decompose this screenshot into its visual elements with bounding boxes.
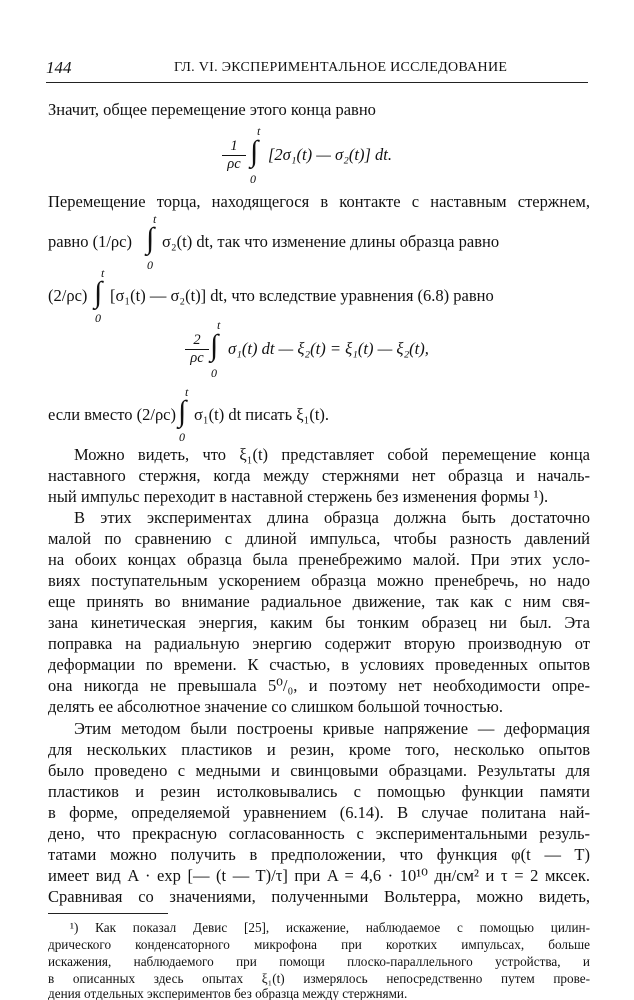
eq1-frac-den: ρc xyxy=(227,156,241,172)
text-line: дено, что прекрасную согласованность с экспериментальными резуль- xyxy=(48,824,590,843)
text-fragment: [σ₁(t) — σ₂(t)] dt, что вследствие уравнения (6.8) равно xyxy=(110,286,494,305)
eq1-expression: [2σ₁(t) — σ₂(t)] dt. xyxy=(268,145,392,164)
footnote-line: в описанных здесь опытах ξ₁(t) измерялось непосредственно путем прове- xyxy=(48,971,590,986)
text-line: поправка на радиальную энергию содержит вторую производную от xyxy=(48,634,590,653)
text-line: делять ее абсолютное значение со слишком большой точностью. xyxy=(48,697,503,716)
text-fragment: (2/ρc) xyxy=(48,286,88,305)
text-line: имеет вид A · exp [— (t — T)/τ] при A = 4,6 · 10¹⁰ дн/см² и τ = 2 мксек. xyxy=(48,866,590,885)
text-fragment: равно (1/ρc) xyxy=(48,232,132,251)
footnote-line: ¹) Как показал Девис [25], искажение, наблюдаемое с помощью цилин- xyxy=(70,920,590,935)
eq2-lower-limit: 0 xyxy=(211,366,217,380)
int-lower-limit: 0 xyxy=(179,430,185,444)
text-line: Этим методом были построены кривые напряжение — деформация xyxy=(74,719,590,738)
text-line: Перемещение торца, находящегося в контакте с наставным стержнем, xyxy=(48,192,590,211)
integral-sign: ∫ xyxy=(178,395,187,428)
text-fragment: σ₁(t) dt писать ξ₁(t). xyxy=(194,405,330,424)
text-line: для нескольких пластиков и резин, кроме того, несколько опытов xyxy=(48,740,590,759)
text-line: еще принять во внимание радиальное движение, так как с ним свя- xyxy=(48,592,590,611)
int-upper-limit: t xyxy=(153,212,157,226)
integral-sign: ∫ xyxy=(146,222,155,255)
eq2-upper-limit: t xyxy=(217,318,221,332)
integral-sign: ∫ xyxy=(210,329,219,362)
page-number: 144 xyxy=(46,58,72,77)
integral-sign: ∫ xyxy=(250,135,259,168)
text-line: она никогда не превышала 5⁰/₀, и поэтому нет необходимости опре- xyxy=(48,676,590,695)
text-line: пластиков и резин истолковывались с помощью функции памяти xyxy=(48,782,590,801)
text-line: Можно видеть, что ξ₁(t) представляет собой перемещение конца xyxy=(74,445,590,464)
eq2-expression: σ₁(t) dt — ξ₂(t) = ξ₁(t) — ξ₂(t), xyxy=(228,339,429,358)
text-fragment: σ₂(t) dt, так что изменение длины образца равно xyxy=(162,232,500,251)
text-line: на обоих концах образца была пренебрежимо малой. При этих усло- xyxy=(48,550,590,569)
eq1-fraction xyxy=(222,138,246,173)
text-line: В этих экспериментах длина образца должна быть достаточно xyxy=(74,508,590,527)
eq2-frac-num: 2 xyxy=(185,332,209,350)
text-line: Сравнивая со значениями, полученными Вольтерра, можно видеть, xyxy=(48,887,590,906)
eq1-upper-limit: t xyxy=(257,124,261,138)
text-line: зана кинетическая энергия, каким бы тонким образец ни был. Эта xyxy=(48,613,590,632)
footnote-line: дения отдельных экспериментов без образца между стержнями. xyxy=(48,988,408,1000)
text-line: Значит, общее перемещение этого конца равно xyxy=(48,100,376,119)
int-lower-limit: 0 xyxy=(95,311,101,325)
int-lower-limit: 0 xyxy=(147,258,153,272)
int-upper-limit: t xyxy=(185,385,189,399)
text-line: деформации по времени. К счастью, в условиях проведенных опытов xyxy=(48,655,590,674)
text-line: татами можно получить в предположении, что функция φ(t — T) xyxy=(48,845,590,864)
running-title: ГЛ. VI. ЭКСПЕРИМЕНТАЛЬНОЕ ИССЛЕДОВАНИЕ xyxy=(174,60,508,75)
text-line: в форме, определяемой уравнением (6.14). В случае политана най- xyxy=(48,803,590,822)
footnote-divider xyxy=(48,913,168,914)
eq2-frac-den: ρc xyxy=(190,350,204,366)
text-line: наставного стержня, когда между стержнями нет образца и началь- xyxy=(48,466,590,485)
int-upper-limit: t xyxy=(101,266,105,280)
text-line: было проведено с медными и свинцовыми образцами. Результаты для xyxy=(48,761,590,780)
eq2-fraction xyxy=(185,332,209,367)
page-header xyxy=(46,58,588,83)
eq1-frac-num: 1 xyxy=(222,138,246,156)
integral-sign: ∫ xyxy=(94,276,103,309)
footnote-line: дрического конденсаторного микрофона при коротких импульсах, больше xyxy=(48,937,590,952)
footnote-line: искажения, наблюдаемого при помощи плоско-параллельного устройства, и xyxy=(48,954,590,969)
eq1-lower-limit: 0 xyxy=(250,172,256,186)
text-line: виях поступательным ускорением образца можно пренебречь, но надо xyxy=(48,571,590,590)
text-line: малой по сравнению с длиной импульса, чтобы разность давлений xyxy=(48,529,590,548)
text-line: ный импульс переходит в наставной стержень без изменения формы ¹). xyxy=(48,487,549,506)
text-fragment: если вместо (2/ρc) xyxy=(48,405,177,424)
